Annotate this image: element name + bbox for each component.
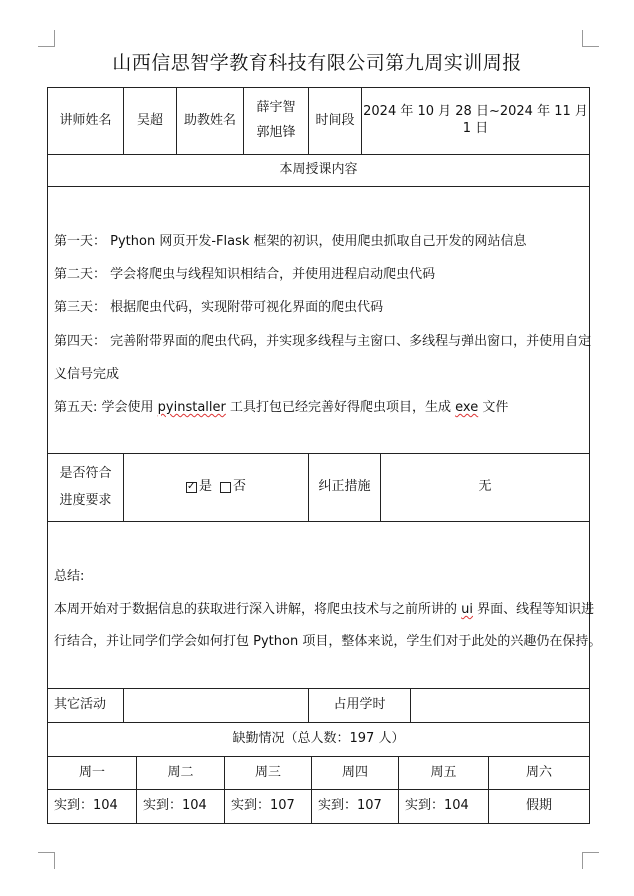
assistant-name-2: 郭旭锋 bbox=[256, 125, 296, 140]
day5-middle: 工具打包已经完善好得爬虫项目，生成 bbox=[225, 400, 456, 415]
summary-line2: 行结合，并让同学们学会如何打包 Python 项目，整体来说，学生们对于此处的兴趣仍在保持。 bbox=[54, 634, 602, 649]
correction-label: 纠正措施 bbox=[308, 453, 381, 522]
attendance-day: 周五 bbox=[398, 756, 489, 790]
weekly-content bbox=[47, 186, 590, 454]
attendance-day: 周一 bbox=[47, 756, 137, 790]
attendance-value: 实到：107 bbox=[224, 789, 312, 824]
progress-label-line1: 是否符合 bbox=[59, 465, 112, 481]
yes-label: 是 bbox=[198, 479, 212, 495]
summary-line1 bbox=[54, 598, 594, 617]
no-checkbox[interactable] bbox=[220, 482, 231, 493]
progress-label-line2: 进度要求 bbox=[59, 492, 112, 508]
hours-value bbox=[410, 688, 590, 723]
corner-mark-bottom-left bbox=[38, 852, 55, 869]
summary-ui-word: ui bbox=[461, 602, 473, 617]
summary-line1-suffix: 界面、线程等知识进 bbox=[473, 602, 595, 617]
attendance-day: 周四 bbox=[311, 756, 399, 790]
content-heading: 本周授课内容 bbox=[47, 154, 590, 187]
day5-prefix: 第五天: 学会使用 bbox=[54, 400, 158, 415]
day4-text-line1: 第四天： 完善附带界面的爬虫代码，并实现多线程与主窗口、多线程与弹出窗口，并使用自定 bbox=[54, 334, 592, 349]
day5-exe: exe bbox=[455, 400, 479, 415]
attendance-value: 实到：104 bbox=[136, 789, 225, 824]
attendance-value: 实到：107 bbox=[311, 789, 399, 824]
yes-checkbox[interactable] bbox=[186, 482, 197, 493]
summary-label: 总结: bbox=[54, 569, 85, 584]
day5-suffix: 文件 bbox=[478, 400, 509, 415]
period-value: 2024 年 10 月 28 日~2024 年 11 月 1 日 bbox=[361, 87, 590, 155]
day5-tool: pyinstaller bbox=[157, 400, 226, 415]
attendance-day: 周二 bbox=[136, 756, 225, 790]
other-activity-value bbox=[123, 688, 309, 723]
progress-label bbox=[47, 453, 124, 522]
lecturer-label: 讲师姓名 bbox=[47, 87, 124, 155]
summary-block bbox=[47, 521, 602, 689]
other-activity-label: 其它活动 bbox=[47, 688, 124, 723]
day3-text: 第三天： 根据爬虫代码，实现附带可视化界面的爬虫代码 bbox=[54, 300, 384, 315]
check-mark-icon: ✓ bbox=[186, 481, 196, 492]
assistant-names bbox=[243, 87, 309, 155]
assistant-name-1: 薛宇智 bbox=[256, 100, 296, 116]
hours-label: 占用学时 bbox=[308, 688, 411, 723]
day2-text: 第二天： 学会将爬虫与线程知识相结合，并使用进程启动爬虫代码 bbox=[54, 267, 436, 282]
day1-text: 第一天： Python 网页开发-Flask 框架的初识，使用爬虫抓取自己开发的网站信息 bbox=[54, 234, 527, 249]
day4-text-line2: 义信号完成 bbox=[54, 367, 120, 382]
attendance-day: 周三 bbox=[224, 756, 312, 790]
corner-mark-bottom-right bbox=[582, 852, 599, 869]
summary-line1-prefix: 本周开始对于数据信息的获取进行深入讲解，将爬虫技术与之前所讲的 bbox=[54, 602, 462, 617]
attendance-day: 周六 bbox=[488, 756, 590, 790]
attendance-value: 实到：104 bbox=[398, 789, 489, 824]
lecturer-name: 吴超 bbox=[123, 87, 177, 155]
attendance-value: 实到：104 bbox=[47, 789, 137, 824]
corner-mark-top-left bbox=[38, 30, 55, 47]
assistant-label: 助教姓名 bbox=[176, 87, 244, 155]
report-title: 山西信思智学教育科技有限公司第九周实训周报 bbox=[112, 52, 522, 74]
no-label: 否 bbox=[233, 479, 247, 495]
attendance-heading: 缺勤情况（总人数：197 人） bbox=[47, 722, 590, 757]
corner-mark-top-right bbox=[582, 30, 599, 47]
period-label: 时间段 bbox=[308, 87, 362, 155]
day5-text bbox=[54, 396, 508, 415]
progress-options bbox=[123, 453, 309, 522]
attendance-value: 假期 bbox=[488, 789, 590, 824]
correction-value: 无 bbox=[380, 453, 590, 522]
